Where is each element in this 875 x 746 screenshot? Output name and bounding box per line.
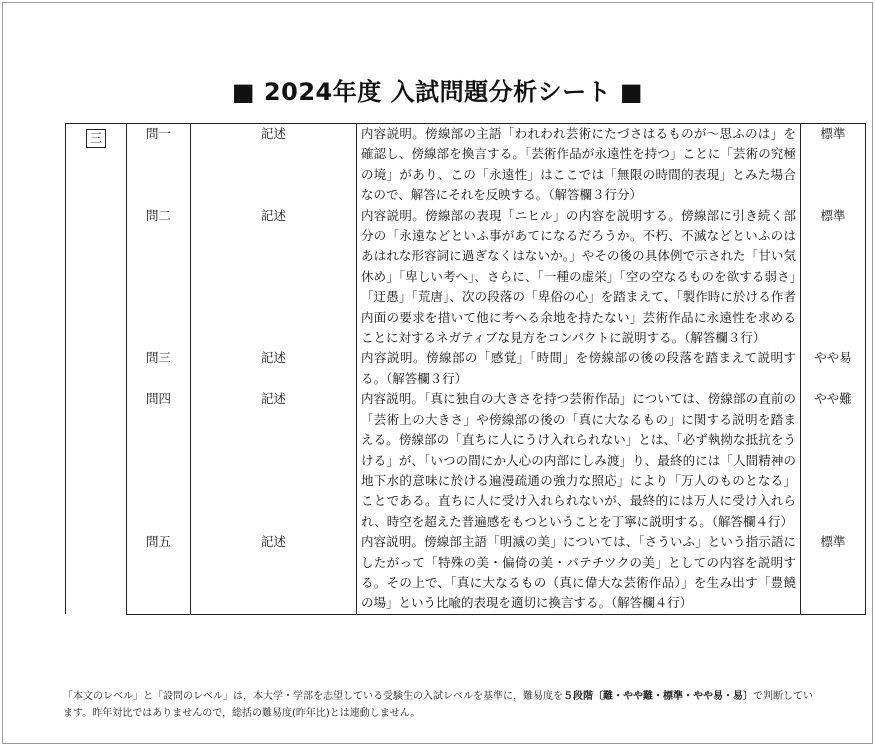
page-title: ■ 2024年度 入試問題分析シート ■: [231, 78, 644, 106]
question-content: 内容説明。傍線部の主語「われわれ芸術にたづさはるものが〜思ふのは」を確認し、傍線部を換言する。「芸術作品が永遠性を持つ」ことに「芸術の究極の境」があり、この「永遠性」はここでは「無限の時間的表現」とみた場合なので、解答にそれを反映する。（解答欄３行分）: [357, 124, 801, 206]
question-type: 記述: [191, 389, 357, 532]
question-number: 問五: [127, 532, 191, 614]
footnote-difficulty-scale: ５段階〔難・やや難・標準・やや易・易〕: [563, 691, 753, 702]
footnote-text: 「本文のレベル」と「設問のレベル」は，本大学・学部を志望している受験生の入試レベルを基準に，難易度を: [63, 691, 563, 702]
analysis-table: [65, 123, 866, 615]
difficulty: やや易: [801, 348, 866, 389]
question-type: 記述: [191, 124, 357, 206]
section-label: 三: [86, 129, 106, 148]
question-content: 内容説明。「真に独自の大きさを持つ芸術作品」については、傍線部の直前の「芸術上の大きさ」や傍線部の後の「真に大なるもの」に関する説明を踏まえる。傍線部の「直ちに人にうけ入れられない」とは、「必ず執拗な抵抗をうける」が、「いつの間にか人心の内部にしみ渡」り、最終的には「人間精神の地下水的意味に於ける遍漫疏通の強力な照応」により「万人のものとなる」ことである。直ちに人に受け入れられないが、最終的には万人に受け入れられ、時空を超えた普遍感をもつということを丁寧に説明する。（解答欄４行）: [357, 389, 801, 532]
question-number: 問一: [127, 124, 191, 206]
question-content: 内容説明。傍線部の「感覚」「時間」を傍線部の後の段落を踏まえて説明する。（解答欄３行）: [357, 348, 801, 389]
difficulty: 標準: [801, 206, 866, 349]
difficulty: やや難: [801, 389, 866, 532]
question-type: 記述: [191, 348, 357, 389]
footnote: [63, 688, 813, 722]
difficulty: 標準: [801, 532, 866, 614]
question-content: 内容説明。傍線部の表現「ニヒル」の内容を説明する。傍線部に引き続く部分の「永遠などといふ事があてになるだろうか。不朽、不滅などといふのはあはれな形容詞に過ぎなくはないか。」やその後の具体例で示された「甘い気休め」「卑しい考へ」、さらに、「一種の虚栄」「空の空なるものを欲する弱さ」「迂愚」「荒唐」、次の段落の「卑俗の心」を踏まえて、「製作時に於ける作者内面の要求を措いて他に考へる余地を持たない」芸術作品に永遠性を求めることに対するネガティブな見方をコンパクトに説明する。（解答欄３行）: [357, 206, 801, 349]
question-type: 記述: [191, 532, 357, 614]
table-row: [66, 124, 866, 206]
table-row: [66, 532, 866, 614]
question-number: 問三: [127, 348, 191, 389]
question-number: 問二: [127, 206, 191, 349]
section-cell: [66, 124, 127, 615]
table-row: [66, 206, 866, 349]
table-row: [66, 389, 866, 532]
footnote-text-end: で判断しています。昨年対比ではありませんので，総括の難易度(昨年比)とは連動しません。: [63, 691, 813, 719]
question-content: 内容説明。傍線部主語「明滅の美」については、「さういふ」という指示語にしたがって「特殊の美・偏倚の美・パテチツクの美」としての内容を説明する。その上で、「真に大なるもの（真に偉大な芸術作品）」を生み出す「豊饒の場」という比喩的表現を適切に換言する。（解答欄４行）: [357, 532, 801, 614]
question-number: 問四: [127, 389, 191, 532]
question-type: 記述: [191, 206, 357, 349]
table-row: [66, 348, 866, 389]
difficulty: 標準: [801, 124, 866, 206]
